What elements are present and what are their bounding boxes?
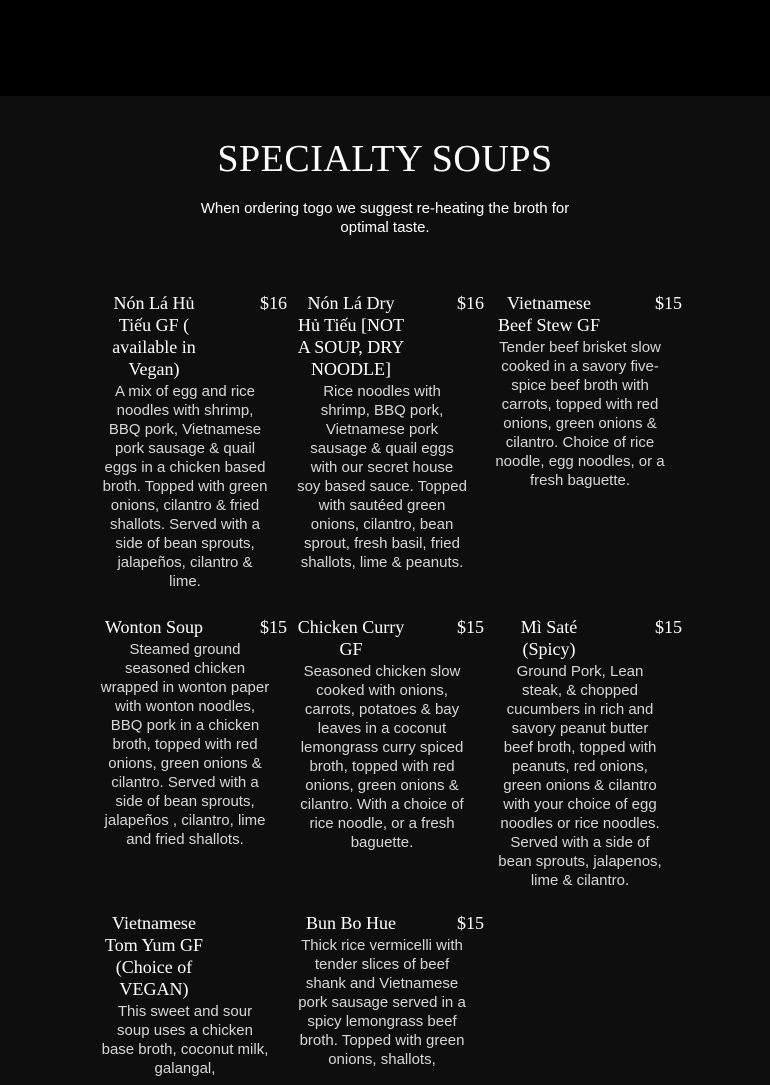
menu-item-non-la-dry-hu-tieu bbox=[297, 292, 487, 572]
item-price: $16 bbox=[260, 293, 287, 313]
menu-item-non-la-hu-tieu bbox=[100, 292, 290, 591]
menu-item-vietnamese-beef-stew bbox=[495, 292, 685, 490]
item-name: Bun Bo Hue bbox=[306, 913, 396, 933]
item-price: $15 bbox=[260, 617, 287, 637]
item-description: Rice noodles with shrimp, BBQ pork, Vietnamese pork sausage & quail eggs with our secret house soy based sauce. Topped with sautéed green onions, cilantro, bean sprout, fresh basil, fried shallots, lime & peanuts. bbox=[297, 383, 467, 571]
item-description: A mix of egg and rice noodles with shrimp, BBQ pork, Vietnamese pork sausage & quail eggs in a chicken based broth. Topped with green onions, cilantro & fried shallots. Served with a side of bean sprouts, jalapeños, cilantro & lime. bbox=[102, 383, 268, 590]
section-subtitle: When ordering togo we suggest re-heating the broth for optimal taste. bbox=[200, 200, 570, 236]
item-description: Thick rice vermicelli with tender slices of beef shank and Vietnamese pork sausage served in a spicy lemongrass beef broth. Topped with green onions, shallots, bbox=[298, 937, 466, 1068]
item-description: Ground Pork, Lean steak, & chopped cucumbers in rich and savory peanut butter beef broth, topped with peanuts, red onions, green onions & cilantro with your choice of egg noodles or rice noodles. Served with a side of bean sprouts, jalapenos, lime & cilantro. bbox=[498, 663, 662, 889]
item-price: $16 bbox=[457, 293, 484, 313]
item-name: Nón Lá Dry Hủ Tiếu [NOT A SOUP, DRY NOODLE] bbox=[297, 293, 405, 379]
item-description: Tender beef brisket slow cooked in a savory five-spice beef broth with carrots, topped with red onions, green onions & cilantro. Choice of rice noodle, egg noodles, or a fresh baguette. bbox=[495, 339, 665, 489]
menu-item-bun-bo-hue bbox=[297, 912, 487, 1069]
item-name: Nón Lá Hủ Tiếu GF ( available in Vegan) bbox=[112, 293, 196, 379]
item-name: Mì Saté (Spicy) bbox=[520, 617, 578, 659]
menu-item-chicken-curry bbox=[297, 616, 487, 852]
menu-item-vietnamese-tom-yum bbox=[100, 912, 290, 1078]
menu-item-mi-sate bbox=[495, 616, 685, 890]
item-name: Chicken Curry GF bbox=[297, 617, 405, 659]
item-price: $15 bbox=[655, 617, 682, 637]
item-price: $15 bbox=[655, 293, 682, 313]
menu-item-wonton-soup bbox=[100, 616, 290, 849]
item-name: Wonton Soup bbox=[104, 617, 204, 637]
top-header-bar bbox=[0, 0, 770, 96]
item-price: $15 bbox=[457, 617, 484, 637]
item-description: Seasoned chicken slow cooked with onions, carrots, potatoes & bay leaves in a coconut lemongrass curry spiced broth, topped with red onions, green onions & cilantro. With a choice of rice noodle, or a fresh baguette. bbox=[300, 663, 464, 851]
item-name: Vietnamese Tom Yum GF (Choice of VEGAN) bbox=[104, 913, 204, 999]
item-name: Vietnamese Beef Stew GF bbox=[498, 293, 600, 335]
item-description: This sweet and sour soup uses a chicken base broth, coconut milk, galangal, bbox=[101, 1003, 269, 1077]
item-price: $15 bbox=[457, 913, 484, 933]
item-description: Steamed ground seasoned chicken wrapped in wonton paper with wonton noodles, BBQ pork in a chicken broth, topped with red onions, green onions & cilantro. Served with a side of bean sprouts, jalapeños , cilantro, lime and fried shallots. bbox=[100, 641, 270, 848]
section-title: SPECIALTY SOUPS bbox=[217, 138, 553, 180]
